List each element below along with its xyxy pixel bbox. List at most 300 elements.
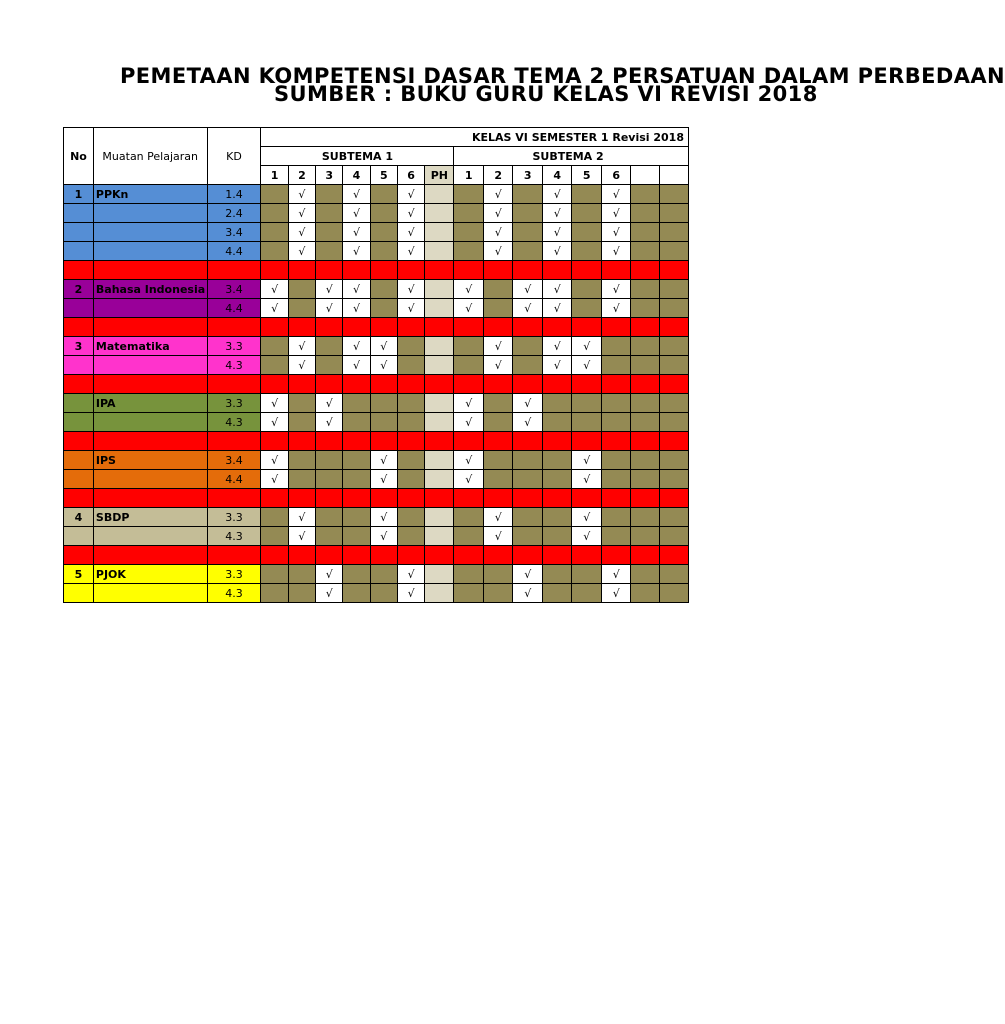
separator-cell xyxy=(343,432,370,451)
empty-cell xyxy=(660,299,689,318)
empty-cell xyxy=(397,356,424,375)
empty-cell xyxy=(660,185,689,204)
empty-cell xyxy=(288,451,315,470)
empty-cell xyxy=(316,242,343,261)
empty-cell xyxy=(454,185,484,204)
separator-cell xyxy=(343,261,370,280)
separator-cell xyxy=(370,375,397,394)
subject-number xyxy=(64,204,94,223)
check-mark-cell: √ xyxy=(542,280,572,299)
empty-cell xyxy=(513,337,543,356)
subject-number xyxy=(64,299,94,318)
empty-cell xyxy=(370,204,397,223)
separator-cell xyxy=(601,432,631,451)
empty-cell xyxy=(631,223,660,242)
check-mark-cell: √ xyxy=(397,242,424,261)
empty-cell xyxy=(513,204,543,223)
empty-cell xyxy=(513,451,543,470)
check-mark-cell: √ xyxy=(316,280,343,299)
separator-cell xyxy=(64,546,94,565)
check-mark-cell: √ xyxy=(601,185,631,204)
separator-cell xyxy=(207,375,261,394)
check-mark-cell: √ xyxy=(343,223,370,242)
subject-number xyxy=(64,413,94,432)
check-mark-cell: √ xyxy=(397,204,424,223)
separator-cell xyxy=(542,261,572,280)
empty-cell xyxy=(513,470,543,489)
empty-cell xyxy=(316,356,343,375)
check-mark-cell: √ xyxy=(316,584,343,603)
check-mark-cell: √ xyxy=(288,223,315,242)
empty-cell xyxy=(631,242,660,261)
separator-cell xyxy=(513,546,543,565)
empty-cell xyxy=(261,204,288,223)
ph-cell xyxy=(425,451,454,470)
kd-code: 3.3 xyxy=(207,508,261,527)
empty-cell xyxy=(601,470,631,489)
separator-cell xyxy=(64,489,94,508)
empty-cell xyxy=(261,565,288,584)
column-header-1: 2 xyxy=(288,166,315,185)
empty-cell xyxy=(483,413,513,432)
empty-cell xyxy=(572,299,602,318)
header-subtema-1: SUBTEMA 1 xyxy=(261,147,454,166)
empty-cell xyxy=(660,584,689,603)
empty-cell xyxy=(261,185,288,204)
check-mark-cell: √ xyxy=(572,337,602,356)
page-title: PEMETAAN KOMPETENSI DASAR TEMA 2 PERSATUAN DALAM PERBEDAAN xyxy=(120,64,1005,88)
empty-cell xyxy=(288,470,315,489)
kd-code: 3.4 xyxy=(207,223,261,242)
table-row xyxy=(64,413,689,432)
empty-cell xyxy=(660,413,689,432)
empty-cell xyxy=(572,242,602,261)
empty-cell xyxy=(542,508,572,527)
empty-cell xyxy=(370,185,397,204)
empty-cell xyxy=(542,565,572,584)
separator-cell xyxy=(542,318,572,337)
empty-cell xyxy=(316,185,343,204)
separator-cell xyxy=(93,261,207,280)
separator-cell xyxy=(370,261,397,280)
separator-cell xyxy=(425,375,454,394)
ph-cell xyxy=(425,337,454,356)
separator-cell xyxy=(513,375,543,394)
ph-cell xyxy=(425,223,454,242)
separator-cell xyxy=(64,261,94,280)
check-mark-cell: √ xyxy=(397,185,424,204)
empty-cell xyxy=(631,527,660,546)
empty-cell xyxy=(288,413,315,432)
empty-cell xyxy=(316,470,343,489)
empty-cell xyxy=(316,337,343,356)
separator-cell xyxy=(207,546,261,565)
separator-cell xyxy=(261,489,288,508)
separator-cell xyxy=(601,489,631,508)
empty-cell xyxy=(370,584,397,603)
empty-cell xyxy=(513,356,543,375)
separator-cell xyxy=(425,261,454,280)
separator-cell xyxy=(425,546,454,565)
empty-cell xyxy=(660,337,689,356)
separator-cell xyxy=(397,432,424,451)
empty-cell xyxy=(261,584,288,603)
separator-cell xyxy=(316,375,343,394)
check-mark-cell: √ xyxy=(261,413,288,432)
empty-cell xyxy=(261,527,288,546)
empty-cell xyxy=(288,299,315,318)
empty-cell xyxy=(288,280,315,299)
separator-cell xyxy=(660,318,689,337)
empty-cell xyxy=(631,204,660,223)
check-mark-cell: √ xyxy=(513,394,543,413)
separator-cell xyxy=(343,375,370,394)
empty-cell xyxy=(316,204,343,223)
empty-cell xyxy=(542,584,572,603)
ph-cell xyxy=(425,280,454,299)
empty-cell xyxy=(370,413,397,432)
separator-cell xyxy=(513,489,543,508)
empty-cell xyxy=(601,394,631,413)
separator-cell xyxy=(288,432,315,451)
column-header-7: 1 xyxy=(454,166,484,185)
separator-cell xyxy=(572,318,602,337)
empty-cell xyxy=(316,527,343,546)
column-header-5: 6 xyxy=(397,166,424,185)
empty-cell xyxy=(454,565,484,584)
empty-cell xyxy=(483,451,513,470)
separator-cell xyxy=(572,375,602,394)
subject-number: 5 xyxy=(64,565,94,584)
kd-code: 3.3 xyxy=(207,565,261,584)
empty-cell xyxy=(343,527,370,546)
separator-cell xyxy=(660,546,689,565)
empty-cell xyxy=(343,565,370,584)
check-mark-cell: √ xyxy=(454,451,484,470)
ph-cell xyxy=(425,565,454,584)
separator-cell xyxy=(397,318,424,337)
check-mark-cell: √ xyxy=(601,565,631,584)
empty-cell xyxy=(397,527,424,546)
empty-cell xyxy=(660,394,689,413)
check-mark-cell: √ xyxy=(601,204,631,223)
check-mark-cell: √ xyxy=(601,299,631,318)
check-mark-cell: √ xyxy=(454,394,484,413)
separator-cell xyxy=(261,432,288,451)
empty-cell xyxy=(601,413,631,432)
separator-cell xyxy=(542,489,572,508)
check-mark-cell: √ xyxy=(483,242,513,261)
empty-cell xyxy=(483,280,513,299)
empty-cell xyxy=(572,280,602,299)
check-mark-cell: √ xyxy=(343,280,370,299)
empty-cell xyxy=(631,584,660,603)
separator-row xyxy=(64,261,689,280)
separator-cell xyxy=(631,432,660,451)
title-block xyxy=(0,64,1005,108)
check-mark-cell: √ xyxy=(288,185,315,204)
separator-cell xyxy=(261,546,288,565)
table-row xyxy=(64,565,689,584)
empty-cell xyxy=(631,337,660,356)
check-mark-cell: √ xyxy=(542,299,572,318)
ph-cell xyxy=(425,413,454,432)
empty-cell xyxy=(397,470,424,489)
column-header-11: 5 xyxy=(572,166,602,185)
empty-cell xyxy=(660,527,689,546)
empty-cell xyxy=(631,394,660,413)
separator-cell xyxy=(601,375,631,394)
separator-cell xyxy=(601,546,631,565)
check-mark-cell: √ xyxy=(483,527,513,546)
separator-cell xyxy=(93,432,207,451)
separator-cell xyxy=(288,375,315,394)
subject-name: PJOK xyxy=(93,565,207,584)
table-row xyxy=(64,337,689,356)
subject-name: IPA xyxy=(93,394,207,413)
check-mark-cell: √ xyxy=(572,356,602,375)
empty-cell xyxy=(288,584,315,603)
empty-cell xyxy=(483,470,513,489)
empty-cell xyxy=(483,584,513,603)
check-mark-cell: √ xyxy=(454,280,484,299)
empty-cell xyxy=(261,242,288,261)
column-header-8: 2 xyxy=(483,166,513,185)
separator-cell xyxy=(207,318,261,337)
separator-cell xyxy=(601,318,631,337)
subject-name xyxy=(93,470,207,489)
subject-number xyxy=(64,470,94,489)
separator-cell xyxy=(631,375,660,394)
empty-cell xyxy=(454,508,484,527)
check-mark-cell: √ xyxy=(542,223,572,242)
empty-cell xyxy=(601,527,631,546)
separator-cell xyxy=(288,261,315,280)
separator-cell xyxy=(343,318,370,337)
check-mark-cell: √ xyxy=(542,204,572,223)
header-no: No xyxy=(64,128,94,185)
separator-cell xyxy=(454,318,484,337)
check-mark-cell: √ xyxy=(513,280,543,299)
table-row xyxy=(64,242,689,261)
check-mark-cell: √ xyxy=(601,280,631,299)
empty-cell xyxy=(261,508,288,527)
check-mark-cell: √ xyxy=(370,356,397,375)
separator-cell xyxy=(454,375,484,394)
kd-code: 4.3 xyxy=(207,527,261,546)
empty-cell xyxy=(572,565,602,584)
kd-code: 4.3 xyxy=(207,356,261,375)
table-viewport xyxy=(63,127,689,613)
empty-cell xyxy=(454,527,484,546)
empty-cell xyxy=(397,337,424,356)
subject-name xyxy=(93,299,207,318)
empty-cell xyxy=(601,356,631,375)
check-mark-cell: √ xyxy=(370,508,397,527)
subject-name xyxy=(93,413,207,432)
kd-code: 4.4 xyxy=(207,299,261,318)
empty-cell xyxy=(261,356,288,375)
separator-cell xyxy=(454,432,484,451)
separator-cell xyxy=(542,546,572,565)
kd-code: 4.3 xyxy=(207,584,261,603)
separator-cell xyxy=(370,546,397,565)
table-row xyxy=(64,185,689,204)
empty-cell xyxy=(572,394,602,413)
separator-cell xyxy=(631,261,660,280)
separator-cell xyxy=(93,546,207,565)
check-mark-cell: √ xyxy=(483,223,513,242)
separator-cell xyxy=(261,261,288,280)
check-mark-cell: √ xyxy=(288,356,315,375)
kd-code: 3.3 xyxy=(207,394,261,413)
empty-cell xyxy=(370,565,397,584)
empty-cell xyxy=(601,451,631,470)
table-row xyxy=(64,470,689,489)
page-subtitle: SUMBER : BUKU GURU KELAS VI REVISI 2018 xyxy=(274,82,818,106)
separator-cell xyxy=(316,489,343,508)
separator-cell xyxy=(425,432,454,451)
table-row xyxy=(64,204,689,223)
empty-cell xyxy=(631,413,660,432)
column-header-extra xyxy=(631,166,660,185)
separator-cell xyxy=(370,432,397,451)
column-header-3: 4 xyxy=(343,166,370,185)
check-mark-cell: √ xyxy=(601,584,631,603)
check-mark-cell: √ xyxy=(370,337,397,356)
separator-cell xyxy=(343,546,370,565)
separator-cell xyxy=(572,489,602,508)
separator-row xyxy=(64,432,689,451)
check-mark-cell: √ xyxy=(261,470,288,489)
empty-cell xyxy=(454,337,484,356)
separator-row xyxy=(64,489,689,508)
check-mark-cell: √ xyxy=(288,242,315,261)
check-mark-cell: √ xyxy=(343,242,370,261)
subject-name xyxy=(93,527,207,546)
separator-row xyxy=(64,318,689,337)
empty-cell xyxy=(288,565,315,584)
empty-cell xyxy=(660,223,689,242)
kd-code: 1.4 xyxy=(207,185,261,204)
column-header-12: 6 xyxy=(601,166,631,185)
ph-cell xyxy=(425,204,454,223)
subject-number: 3 xyxy=(64,337,94,356)
separator-cell xyxy=(513,318,543,337)
subject-name xyxy=(93,356,207,375)
empty-cell xyxy=(542,394,572,413)
empty-cell xyxy=(542,527,572,546)
separator-cell xyxy=(288,489,315,508)
separator-cell xyxy=(93,489,207,508)
empty-cell xyxy=(572,223,602,242)
separator-cell xyxy=(288,546,315,565)
separator-cell xyxy=(660,375,689,394)
separator-row xyxy=(64,546,689,565)
kd-code: 2.4 xyxy=(207,204,261,223)
check-mark-cell: √ xyxy=(483,204,513,223)
separator-cell xyxy=(483,432,513,451)
separator-cell xyxy=(207,432,261,451)
kd-code: 4.4 xyxy=(207,470,261,489)
separator-cell xyxy=(572,432,602,451)
header-kd: KD xyxy=(207,128,261,185)
empty-cell xyxy=(397,413,424,432)
ph-cell xyxy=(425,185,454,204)
empty-cell xyxy=(370,394,397,413)
check-mark-cell: √ xyxy=(542,356,572,375)
empty-cell xyxy=(454,223,484,242)
column-header-9: 3 xyxy=(513,166,543,185)
subject-name: Matematika xyxy=(93,337,207,356)
separator-cell xyxy=(343,489,370,508)
empty-cell xyxy=(660,508,689,527)
separator-cell xyxy=(397,489,424,508)
check-mark-cell: √ xyxy=(483,185,513,204)
empty-cell xyxy=(542,413,572,432)
empty-cell xyxy=(483,299,513,318)
check-mark-cell: √ xyxy=(397,584,424,603)
separator-cell xyxy=(601,261,631,280)
subject-name xyxy=(93,204,207,223)
empty-cell xyxy=(370,299,397,318)
check-mark-cell: √ xyxy=(316,413,343,432)
subject-number: 1 xyxy=(64,185,94,204)
separator-cell xyxy=(542,432,572,451)
header-muatan: Muatan Pelajaran xyxy=(93,128,207,185)
separator-cell xyxy=(572,546,602,565)
empty-cell xyxy=(660,470,689,489)
check-mark-cell: √ xyxy=(601,223,631,242)
check-mark-cell: √ xyxy=(316,299,343,318)
column-header-10: 4 xyxy=(542,166,572,185)
empty-cell xyxy=(397,508,424,527)
check-mark-cell: √ xyxy=(542,337,572,356)
subject-name xyxy=(93,242,207,261)
separator-cell xyxy=(631,546,660,565)
empty-cell xyxy=(631,299,660,318)
empty-cell xyxy=(601,508,631,527)
ph-cell xyxy=(425,299,454,318)
empty-cell xyxy=(660,356,689,375)
empty-cell xyxy=(343,451,370,470)
separator-cell xyxy=(483,261,513,280)
separator-cell xyxy=(454,546,484,565)
check-mark-cell: √ xyxy=(370,451,397,470)
subject-number xyxy=(64,356,94,375)
check-mark-cell: √ xyxy=(454,470,484,489)
check-mark-cell: √ xyxy=(261,280,288,299)
subject-number xyxy=(64,394,94,413)
separator-cell xyxy=(64,375,94,394)
empty-cell xyxy=(660,204,689,223)
check-mark-cell: √ xyxy=(513,299,543,318)
table-row xyxy=(64,584,689,603)
separator-cell xyxy=(316,432,343,451)
check-mark-cell: √ xyxy=(483,337,513,356)
empty-cell xyxy=(631,356,660,375)
kd-code: 3.4 xyxy=(207,451,261,470)
subject-name: Bahasa Indonesia xyxy=(93,280,207,299)
ph-cell xyxy=(425,356,454,375)
empty-cell xyxy=(288,394,315,413)
separator-cell xyxy=(93,375,207,394)
check-mark-cell: √ xyxy=(542,185,572,204)
subject-name: SBDP xyxy=(93,508,207,527)
separator-cell xyxy=(64,318,94,337)
check-mark-cell: √ xyxy=(261,451,288,470)
column-header-4: 5 xyxy=(370,166,397,185)
